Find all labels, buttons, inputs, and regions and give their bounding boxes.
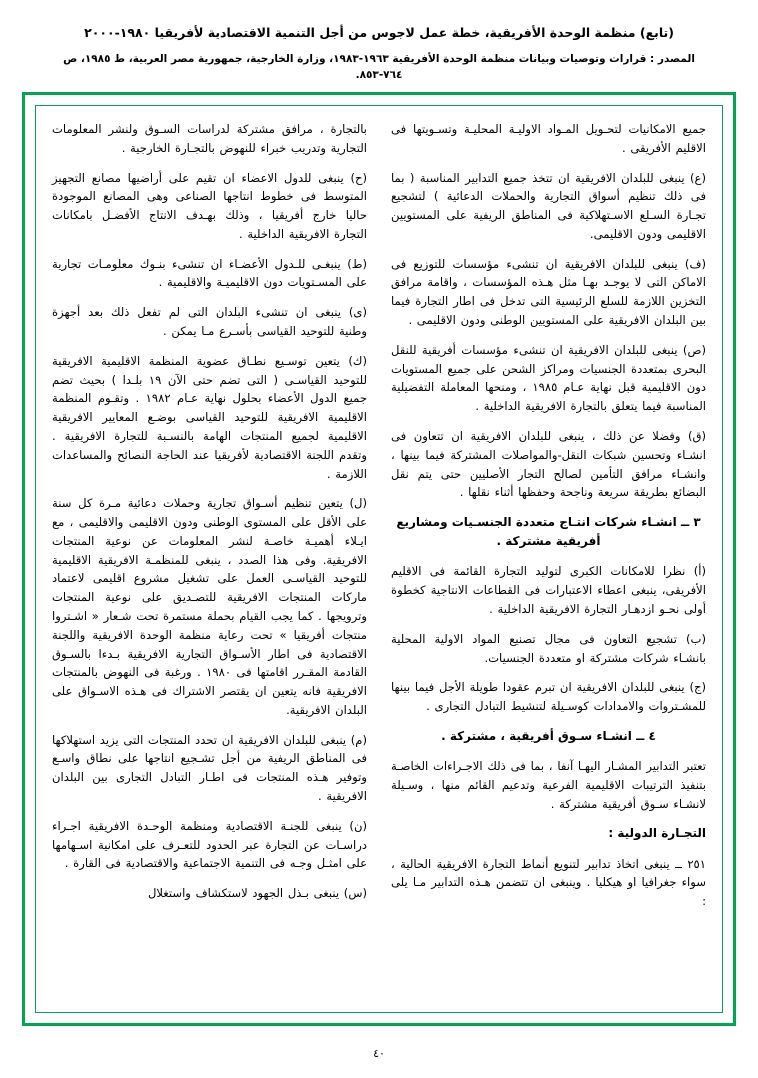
paragraph: (ب) تشجيع التعاون فى مجال تصنيع المواد الاولية المحلية بانشـاء شركات مشتركة او متعددة الجنسيات. [391,631,706,665]
paragraph: بالتجارة ، مرافق مشتركة لدراسات السـوق ولنشر المعلومات التجارية وتدريب خبراء للنهوض بالتجـارة الخارجية . [52,122,367,155]
paragraph: (ط) ينبغـى للـدول الأعضـاء ان تنشىء بنـوك معلومـات تجارية على المسـتويات دون الاقليميـة والاقليمية . [52,256,367,290]
paragraph: تعتبر التدابير المشـار اليهـا آنفا ، بما فى ذلك الاجـراءات الخاصـة بتنفيذ الترتيبات الاقليمية الفرعية وتدعيم القائم منها ، وسـيلة لانشـاء سـوق أفريقية مشتركة . [391,759,706,811]
paragraph: (أ) نظرا للامكانات الكبرى لتوليد التجارة القائمة فى الاقليم الأفريقى، ينبغى اعطاء الاعتبارات فى القطاعات الانتاجية كخطوة أولى نحـو ازدهـار التجارة الافريقية الداخلية . [391,564,706,616]
section-heading: التجـارة الدولية : [608,826,706,841]
paragraph: (ج) ينبغى للبلدان الافريقية ان تبرم عقودا طويلة الأجل فيما بينها للمشـتروات والامدادات كوسـيلة لتنشيط التبادل التجارى . [391,680,706,714]
content-frame-inner [35,105,723,1013]
paragraph: ٢٥١ ــ ينبغى اتخاذ تدابير لتنويع أنماط التجارة الافريقية الحالية ، سواء جغرافيا او هيكليا . وينبغى ان تتضمن هـذه التدابير مـا يلى : [391,856,706,909]
source-line: المصدر : قرارات وتوصيات وبيانات منظمة الوحدة الأفريقية ١٩٦٣-١٩٨٣، وزارة الخارجية، جمهورية مصر العربية، ط ١٩٨٥، ص ٧٦٤-٨٥٣. [63,52,695,81]
paragraph: (ص) ينبغى للبلدان الافريقية ان تنشىء مؤسسات أفريقية للنقل البحرى بمتعددة الجنسيات ومراكز الشحن على جميع المستويات دون الاقليمية قبل نهاية عـام ١٩٨٥ ، ومنحها المعاملة التفضيلية المناسبة فيما يتعلق بالتجارة الافريقية الداخلية . [391,342,706,414]
two-column-body [52,120,706,1002]
paragraph: (ل) يتعين تنظيم أسـواق تجارية وحملات دعائية مـرة كل سنة على الأقل على المستوى الوطنى ودون الاقليمى والاقليمى ، مع ايـلاء أهميـة خاصـة لنشر المعلومات عن نوعية المنتجات الافريقية. وفى هذا الصدد ، ينبغى للمنظمـة الافريقية الاقليمية للتوحيد القياسـى العمل على تشغيل مشروع اقليمى لاعتماد ماركات المنتجات الافريقية للتصـديق على نوعية المنتجات وترويجها . كما يجب القيام بحملة مستمرة تحت شـعار « اشـتروا منتجات أفريقيا » تحت رعاية منظمة الوحدة الافريقية واللجنة الاقتصادية فى اطار الأسـواق التجارية الافريقية بـدءا بالسـوق القادمة المقـرر اقامتها فى ١٩٨٠ . ورغبة فى النهوض بالمنتجات الافريقية فانه يتعين ان يقتصر الاشتراك فى هـذه الاسـواق على البلدان الافريقية. [52,496,367,717]
paragraph: (م) ينبغى للبلدان الافريقية ان تحدد المنتجات التى يزيد استهلاكها فى المناطق الريفية من أجل تشـجيع انتاجها على نطاق واسـع وتوفير هـذه المنتجات فى اطـار التبادل التجارى بين البلدان الافريقية . [51,732,367,803]
right-column [391,120,706,1002]
left-column [52,120,367,1002]
section-heading: ٤ ــ انشـاء سـوق أفريقية ، مشتركة . [441,728,656,743]
page-title: (تابع) منظمة الوحدة الأفريقية، خطة عمل لاجوس من أجل التنمية الاقتصادية لأفريقيا ١٩٨٠-٢٠٠٠ [84,25,674,40]
document-header [0,0,758,83]
section-heading: ٣ ــ انشـاء شركات انتـاج متعددة الجنسـيات ومشاريع أفريقية مشتركة . [396,515,701,549]
paragraph: (ق) وفضلا عن ذلك ، ينبغى للبلدان الافريقية ان تتعاون فى انشـاء وتحسين شبكات النقل-والمواصلات المشتركة فيما بينها ، وانشـاء مرافق التأمين لصالح التجار الأصليين حتى يتم نقل البضائع بطريقة سريعة وناجحة وحفظها أثناء نقلها . [391,428,706,500]
paragraph: (ك) يتعين توسـيع نطـاق عضوية المنظمة الاقليمية الافريقية للتوحيد القياسـى ( التى تضم حتى الآن ١٩ بلـدا ) بحيث تضم جميع الدول الأعضاء بحلول نهاية عـام ١٩٨٢ . وتقـوم المنظمة الاقليمية الافريقية للتوحيد القياسى بوضـع المعايير الافريقية الاقليمية لجميع المنتجات الهامة بالنسـبة للتجارة الافريقية . وتقدم اللجنة الاقتصادية لأفريقيا عند الحاجة النصائح والمساعدات اللازمة . [52,353,367,481]
paragraph: (ف) ينبغى للبلدان الافريقية ان تنشىء مؤسسات للتوزيع فى الاماكن التى لا يوجـد بهـا مثل هـذه المؤسسات ، واقامة مرافق التخزين اللازمة للسلع الرئيسية التى تدخل فى اطار التجارة فيما بين البلدان الافريقية على المستويين الوطنى ودون الاقليمى . [391,256,706,328]
page-number: ٤٠ [373,1047,385,1060]
paragraph: (ن) ينبغى للجنـة الاقتصادية ومنظمة الوحـدة الافريقية اجـراء دراسـات عن التجارة عبر الحدود للتعـرف على امكانية اسـهامها على امثـل وجـه فى التنمية الاجتماعية والاقتصادية فى القارة . [52,818,367,871]
paragraph: جميع الامكانيات لتحـويل المـواد الاوليـة المحليـة وتسـويتها فى الاقليم الأفريقى . [391,122,706,155]
paragraph: (ع) ينبغى للبلدان الافريقية ان تتخذ جميع التدابير المناسبة ( بما فى ذلك تنظيم أسواق التجارية والحملات الدعائية ) لتشجيع تجـارة السـلع الاسـتهلاكية فى المناطق الريفية على المستويين الاقليمى ودون الاقليمى. [391,170,706,241]
content-frame [22,92,736,1026]
paragraph: (ح) ينبغى للدول الاعضاء ان تقيم على أراضيها مصانع التجهيز المتوسط فى خطوط انتاجها الصناعى وهى المصانع الموجودة حاليا خارج أفريقيا ، وذلك بهـدف الانتاج الأفضـل بامكانات التجارة الافريقية الداخلية . [52,170,367,241]
paragraph: (ى) ينبغى ان تنشىء البلدان التى لم تفعل ذلك بعد أجهزة وطنية للتوحيد القياسى بأسـرع مـا يمكن . [52,305,367,339]
paragraph: (س) ينبغى بـذل الجهود لاستكشاف واستغلال [147,886,367,901]
